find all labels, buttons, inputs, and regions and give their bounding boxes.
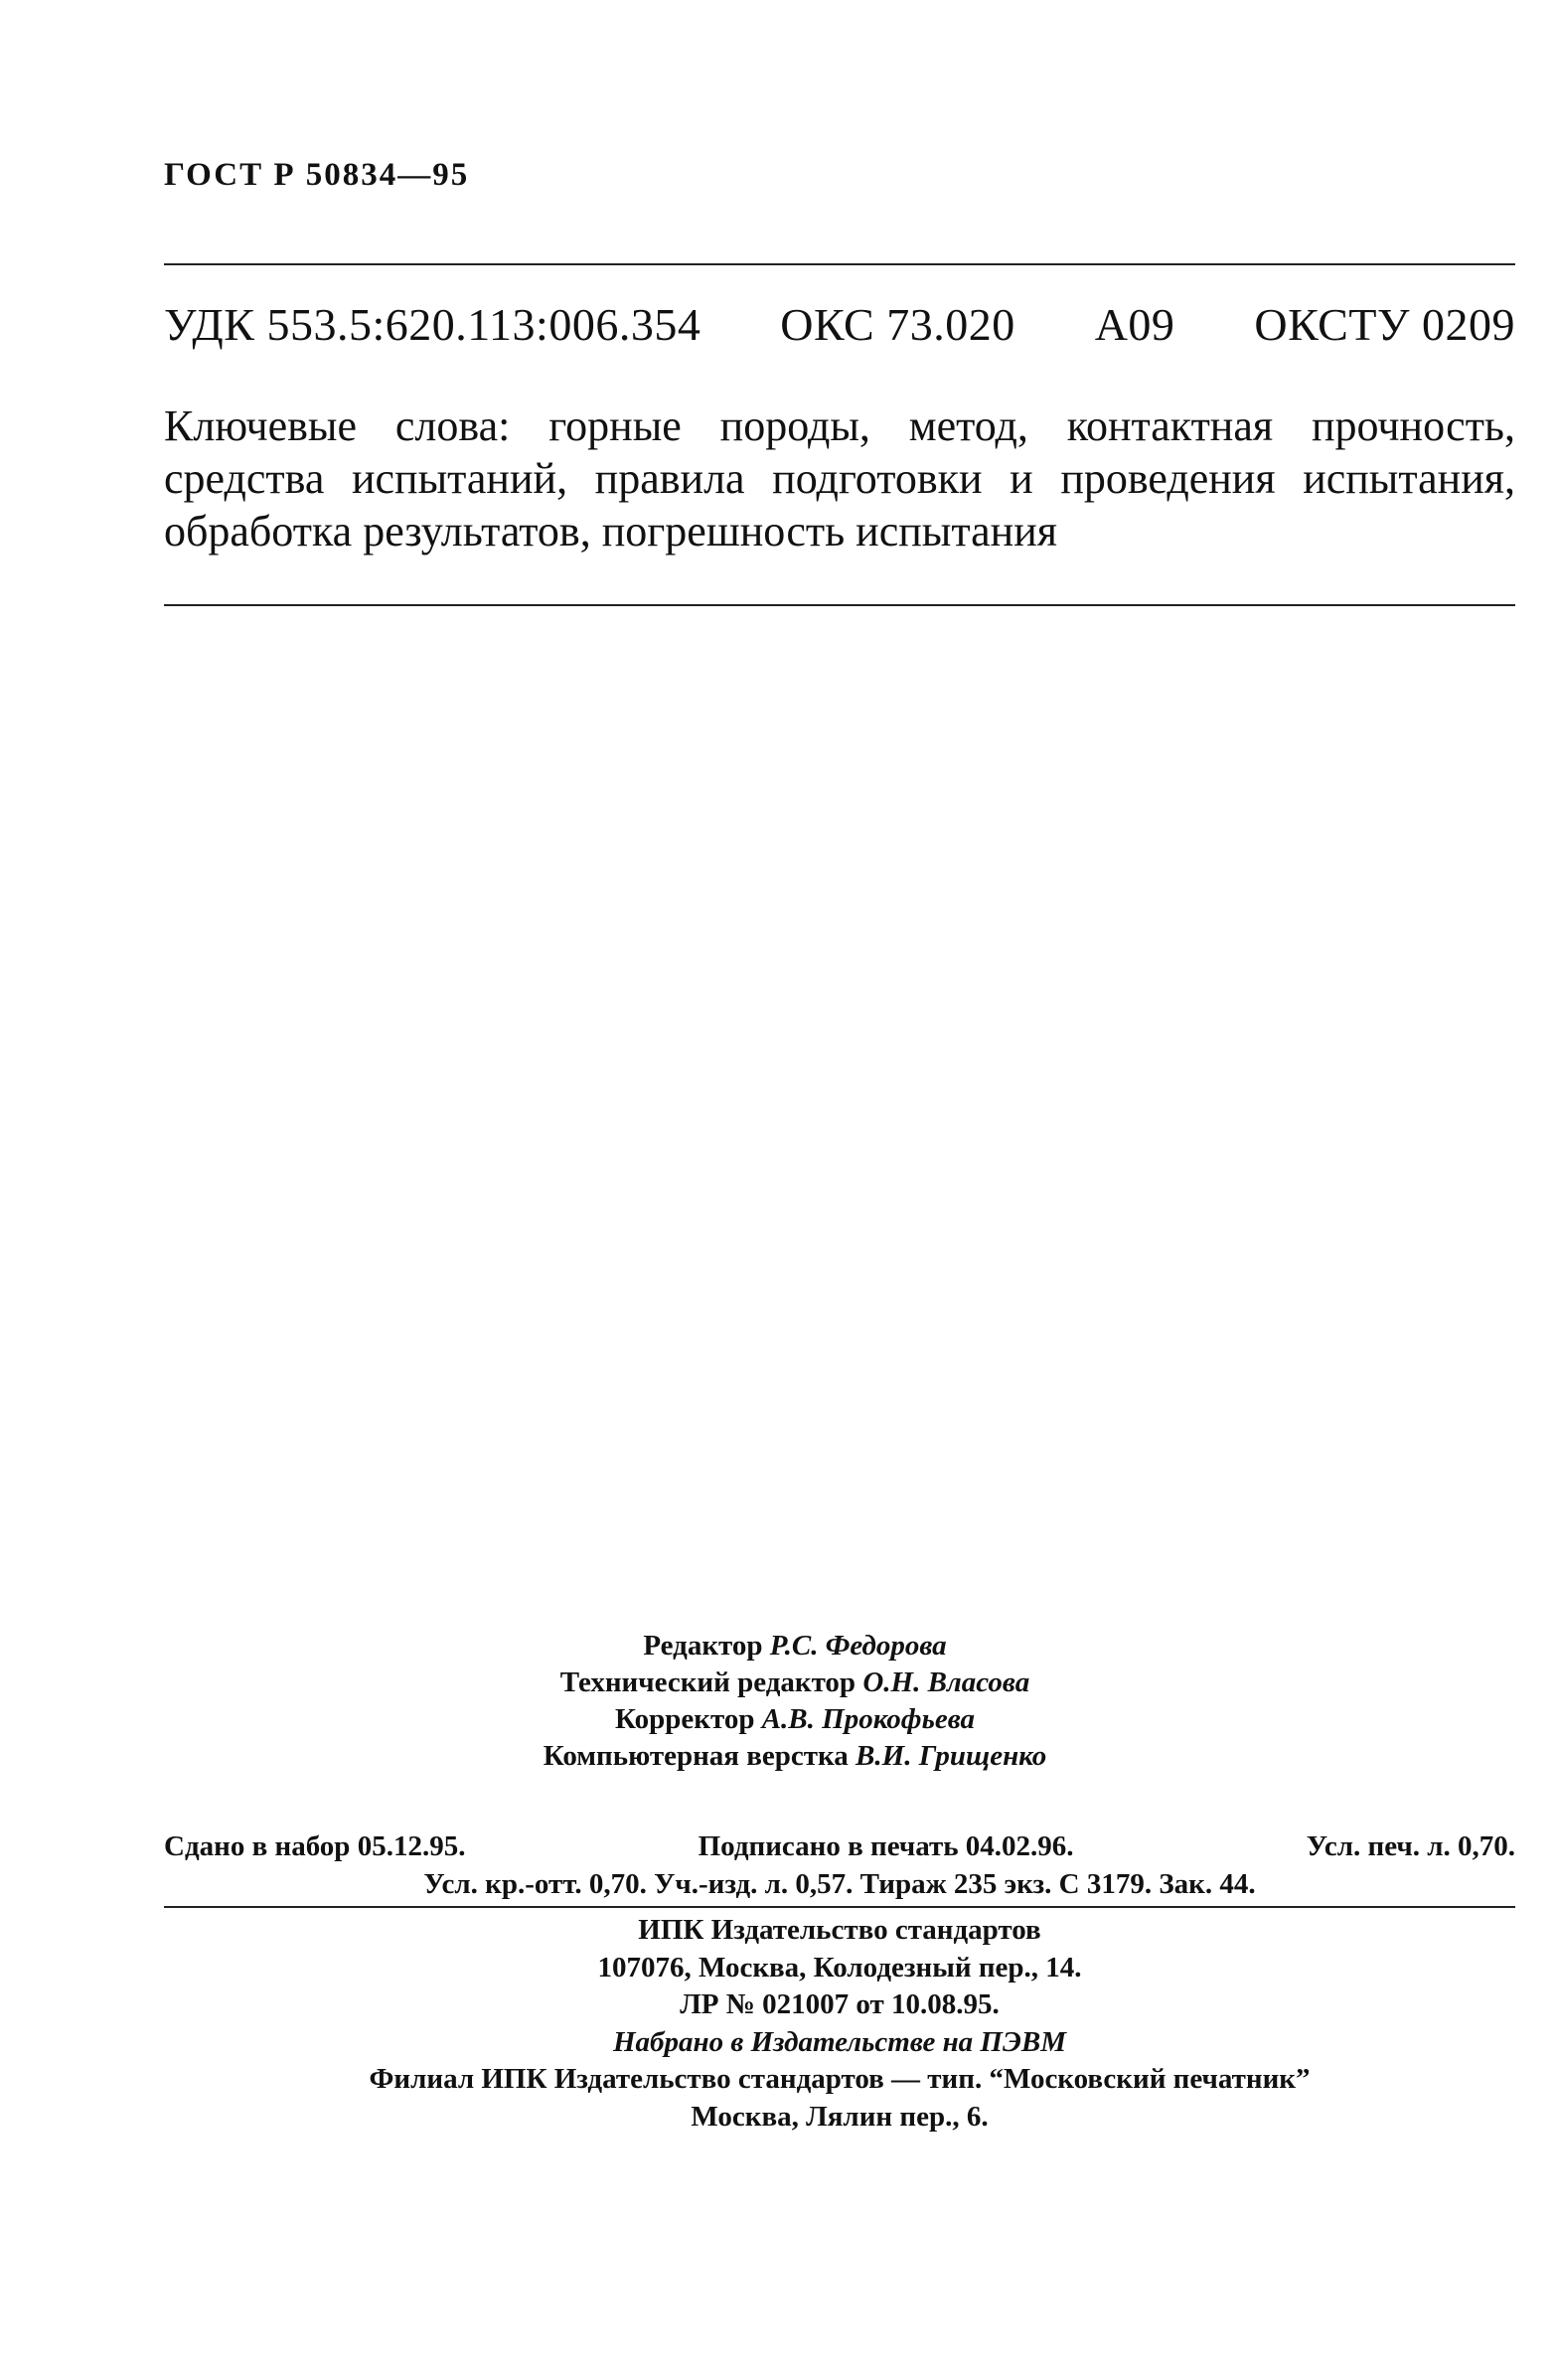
imprint-branch: Филиал ИПК Издательство стандартов — тип. “Московский печатник” [369,2063,1311,2095]
credit-editor [437,1628,1153,1665]
keywords-line-2: средства испытаний, правила подготовки и проведения испытания, [164,454,1515,503]
print-sheets: Усл. печ. л. 0,70. [1306,1830,1515,1862]
credit-layout-name: В.И. Грищенко [856,1740,1047,1772]
okstu-code: ОКСТУ 0209 [1254,299,1515,350]
keywords-block [164,399,1515,557]
print-sent-date: Сдано в набор 05.12.95. [164,1830,466,1862]
print-signed-date: Подписано в печать 04.02.96. [698,1830,1074,1862]
keywords-line-1: Ключевые слова: горные породы, метод, контактная прочность, [164,401,1515,450]
imprint-publisher: ИПК Издательство стандартов [638,1914,1041,1946]
imprint-typeset: Набрано в Издательстве на ПЭВМ [613,2025,1066,2058]
credit-proofreader-role: Корректор [615,1703,755,1735]
keywords-line-3: обработка результатов, погрешность испытания [164,507,1057,555]
keywords-divider [164,604,1515,606]
imprint-address: 107076, Москва, Колодезный пер., 14. [597,1951,1082,1983]
imprint-branch-address: Москва, Лялин пер., 6. [691,2100,989,2133]
credit-tech-editor-role: Технический редактор [559,1666,856,1698]
credit-tech-editor-name: О.Н. Власова [862,1666,1030,1698]
imprint-block [164,1912,1515,2136]
group-code: А09 [1094,299,1175,350]
credits-block [437,1628,1153,1775]
classifier-codes [164,298,1515,351]
imprint-divider [164,1906,1515,1908]
credit-tech-editor [437,1665,1153,1701]
credit-proofreader [437,1701,1153,1738]
credit-layout [437,1738,1153,1775]
credit-layout-role: Компьютерная верстка [543,1740,849,1772]
credit-proofreader-name: А.В. Прокофьева [761,1703,975,1735]
imprint-license: ЛР № 021007 от 10.08.95. [680,1988,1000,2020]
credit-editor-name: Р.С. Федорова [769,1630,947,1662]
print-info-line-2: Усл. кр.-отт. 0,70. Уч.-изд. л. 0,57. Тираж 235 экз. С 3179. Зак. 44. [423,1868,1256,1900]
credit-editor-role: Редактор [643,1630,763,1662]
document-code: ГОСТ Р 50834—95 [164,157,470,193]
udk-code: УДК 553.5:620.113:006.354 [164,299,701,350]
top-divider [164,263,1515,265]
oks-code: ОКС 73.020 [780,299,1015,350]
print-info-line-1 [164,1830,1515,1863]
